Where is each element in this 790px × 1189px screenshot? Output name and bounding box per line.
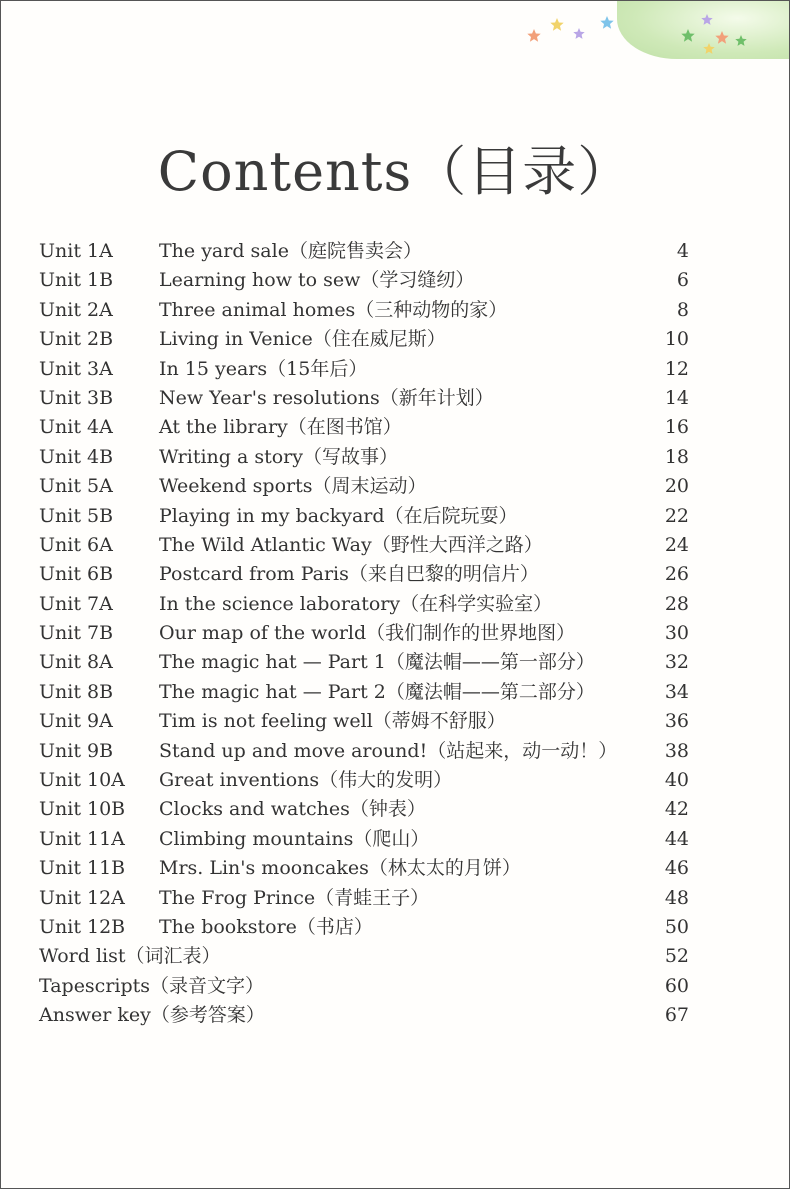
toc-unit-label: Unit 2A [39,298,113,321]
table-of-contents [39,237,689,1031]
toc-entry [39,296,689,325]
toc-entry-title: Our map of the world（我们制作的世界地图） [159,622,576,645]
toc-entry-title: The magic hat — Part 1（魔法帽——第一部分） [159,651,595,674]
toc-entry-title: The Wild Atlantic Way（野性大西洋之路） [159,533,543,556]
toc-unit-label: Unit 5B [39,504,114,527]
toc-entry [39,237,689,266]
toc-entry [39,266,689,295]
toc-entry-title: Weekend sports（周末运动） [159,475,427,498]
toc-entry [39,678,689,707]
toc-entry [39,502,689,531]
star-icon [703,43,714,54]
star-icon [550,18,563,31]
toc-entry [39,795,689,824]
star-decoration [1,1,790,71]
toc-entry-title: The magic hat — Part 2（魔法帽——第二部分） [159,680,595,703]
toc-entry-title: Climbing mountains（爬山） [159,827,430,850]
toc-unit-label: Unit 7B [39,622,114,645]
toc-unit-label: Unit 9A [39,710,113,733]
star-icon [573,28,584,39]
toc-page-number: 46 [664,857,689,880]
toc-entry-title: The yard sale（庭院售卖会） [159,240,422,262]
toc-entry-title: Mrs. Lin's mooncakes（林太太的月饼） [159,857,521,880]
toc-entry [39,590,689,619]
toc-page-number: 6 [676,269,689,292]
toc-entry [39,443,689,472]
toc-entry-title: In the science laboratory（在科学实验室） [159,592,553,615]
toc-entry [39,355,689,384]
toc-unit-label: Unit 5A [39,475,113,498]
toc-unit-label: Unit 1A [39,240,113,262]
toc-entry-title: Living in Venice（住在威尼斯） [159,328,446,351]
toc-entry-title: Stand up and move around!（站起来，动一动！） [159,739,618,762]
toc-unit-label: Unit 7A [39,592,113,615]
toc-unit-label: Unit 6A [39,533,113,556]
star-icon [735,35,746,46]
toc-page-number: 18 [664,445,689,468]
toc-unit-label: Unit 3B [39,386,114,409]
page-title: Contents（目录） [157,140,633,203]
toc-entry [39,766,689,795]
toc-entry [39,648,689,677]
toc-entry-title: The bookstore（书店） [159,915,373,938]
toc-entry [39,619,689,648]
toc-entry [39,707,689,736]
toc-entry-title: Postcard from Paris（来自巴黎的明信片） [159,563,539,586]
toc-entry-title: Learning how to sew（学习缝纫） [159,269,475,292]
toc-entry-title: Word list（词汇表） [39,945,221,968]
toc-page-number: 26 [664,563,689,586]
toc-appendix-entry [39,972,689,1001]
star-icon [701,14,712,25]
toc-page-number: 30 [664,622,689,645]
toc-page-number: 44 [664,827,689,850]
toc-page-number: 40 [664,769,689,792]
toc-entry [39,854,689,883]
toc-entry [39,531,689,560]
toc-entry-title: Writing a story（写故事） [159,445,398,468]
toc-unit-label: Unit 8A [39,651,113,674]
toc-entry [39,913,689,942]
toc-entry-title: Three animal homes（三种动物的家） [159,298,508,321]
toc-unit-label: Unit 12B [39,915,126,938]
toc-page-number: 36 [664,710,689,733]
toc-unit-label: Unit 11B [39,857,126,880]
toc-page-number: 60 [664,974,689,997]
toc-page-number: 8 [676,298,689,321]
toc-entry [39,472,689,501]
toc-unit-label: Unit 4A [39,416,113,439]
toc-entry [39,825,689,854]
toc-appendix-entry [39,942,689,971]
toc-unit-label: Unit 3A [39,357,113,380]
toc-page-number: 24 [664,533,689,556]
star-icon [681,29,694,42]
star-icon [715,31,728,44]
toc-page-number: 34 [664,680,689,703]
toc-page-number: 20 [664,475,689,498]
toc-page-number: 28 [664,592,689,615]
toc-page-number: 67 [664,1004,689,1027]
toc-unit-label: Unit 6B [39,563,114,586]
toc-page-number: 10 [664,328,689,351]
toc-entry [39,325,689,354]
toc-entry-title: The Frog Prince（青蛙王子） [159,886,430,909]
toc-entry-title: At the library（在图书馆） [159,416,402,439]
toc-page-number: 42 [664,798,689,821]
toc-page-number: 50 [664,915,689,938]
toc-page-number: 38 [664,739,689,762]
toc-entry-title: Great inventions（伟大的发明） [159,769,453,792]
toc-unit-label: Unit 10A [39,769,125,792]
toc-entry-title: In 15 years（15年后） [159,357,368,380]
toc-entry [39,884,689,913]
toc-entry-title: Tapescripts（录音文字） [39,974,265,997]
toc-page-number: 52 [664,945,689,968]
toc-unit-label: Unit 1B [39,269,114,292]
toc-page-number: 4 [676,240,689,262]
toc-entry-title: Clocks and watches（钟表） [159,798,426,821]
toc-page-number: 22 [664,504,689,527]
toc-unit-label: Unit 4B [39,445,114,468]
toc-entry-title: Tim is not feeling well（蒂姆不舒服） [159,710,506,733]
toc-unit-label: Unit 10B [39,798,126,821]
toc-appendix-entry [39,1001,689,1030]
star-icon [527,29,540,42]
star-icon [600,16,613,29]
toc-entry-title: New Year's resolutions（新年计划） [159,386,494,409]
toc-entry [39,560,689,589]
toc-entry [39,384,689,413]
toc-unit-label: Unit 8B [39,680,114,703]
toc-page-number: 16 [664,416,689,439]
toc-entry [39,413,689,442]
toc-entry-title: Playing in my backyard（在后院玩耍） [159,504,518,527]
toc-entry-title: Answer key（参考答案） [39,1004,265,1027]
toc-unit-label: Unit 9B [39,739,114,762]
toc-page-number: 32 [664,651,689,674]
toc-entry [39,737,689,766]
toc-page-number: 12 [664,357,689,380]
toc-page-number: 14 [664,386,689,409]
toc-page-number: 48 [664,886,689,909]
toc-unit-label: Unit 12A [39,886,125,909]
toc-unit-label: Unit 11A [39,827,125,850]
toc-unit-label: Unit 2B [39,328,114,351]
